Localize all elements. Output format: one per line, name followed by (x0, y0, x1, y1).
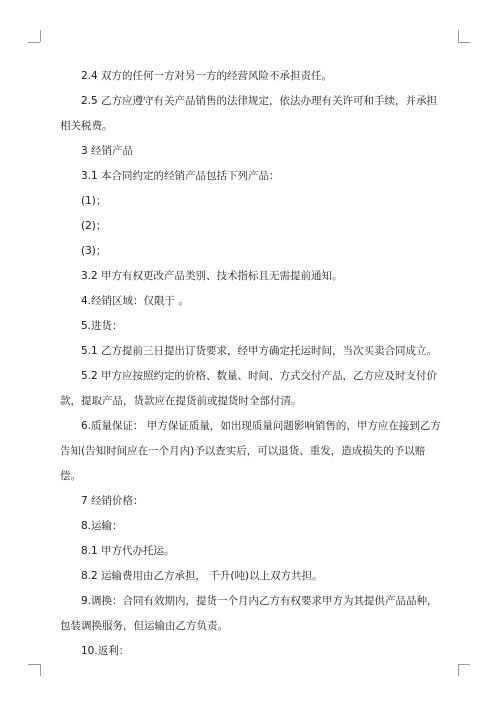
paragraph-10: 10.返利： (81, 645, 130, 657)
paragraph-2-5: 2.5 乙方应遵守有关产品销售的法律规定，依法办理有关许可和手续，并承担相关税费。 (60, 95, 438, 132)
paragraph-3-2: 3.2 甲方有权更改产品类别、技术指标且无需提前通知。 (81, 270, 343, 282)
paragraph-4: 4.经销区域：仅限于 。 (81, 295, 189, 307)
document-body (60, 64, 446, 664)
paragraph-2-4: 2.4 双方的任何一方对另一方的经营风险不承担责任。 (81, 70, 333, 82)
list-item-3: (3)； (81, 245, 107, 257)
heading-3: 3 经销产品 (81, 145, 134, 157)
paragraph-7: 7 经销价格： (81, 495, 144, 507)
paragraph-9: 9.调换：合同有效期内，提货一个月内乙方有权要求甲方为其提供产品品种，包装调换服务，但运输由乙方负责。 (60, 595, 438, 632)
paragraph-6: 6.质量保证： 甲方保证质量，如出现质量问题影响销售的，甲方应在接到乙方告知(告知时间应在一个月内)予以查实后，可以退货、重发，造成损失的予以赔偿。 (60, 420, 441, 482)
paragraph-8: 8.运输： (81, 520, 123, 532)
paragraph-3-1: 3.1 本合同约定的经销产品包括下列产品： (81, 170, 280, 182)
paragraph-5-2: 5.2 甲方应按照约定的价格、数量、时间、方式交付产品，乙方应及时支付价款，提取产品，货款应在提货前或提货时全部付清。 (60, 370, 438, 407)
list-item-2: (2)； (81, 220, 107, 232)
paragraph-5: 5.进货： (81, 320, 123, 332)
paragraph-8-2: 8.2 运输费用由乙方承担， 千升(吨)以上双方共担。 (81, 570, 323, 582)
paragraph-5-1: 5.1 乙方提前三日提出订货要求，经甲方确定托运时间，当次买卖合同成立。 (81, 345, 438, 357)
paragraph-8-1: 8.1 甲方代办托运。 (81, 545, 175, 557)
list-item-1: (1)； (81, 195, 107, 207)
